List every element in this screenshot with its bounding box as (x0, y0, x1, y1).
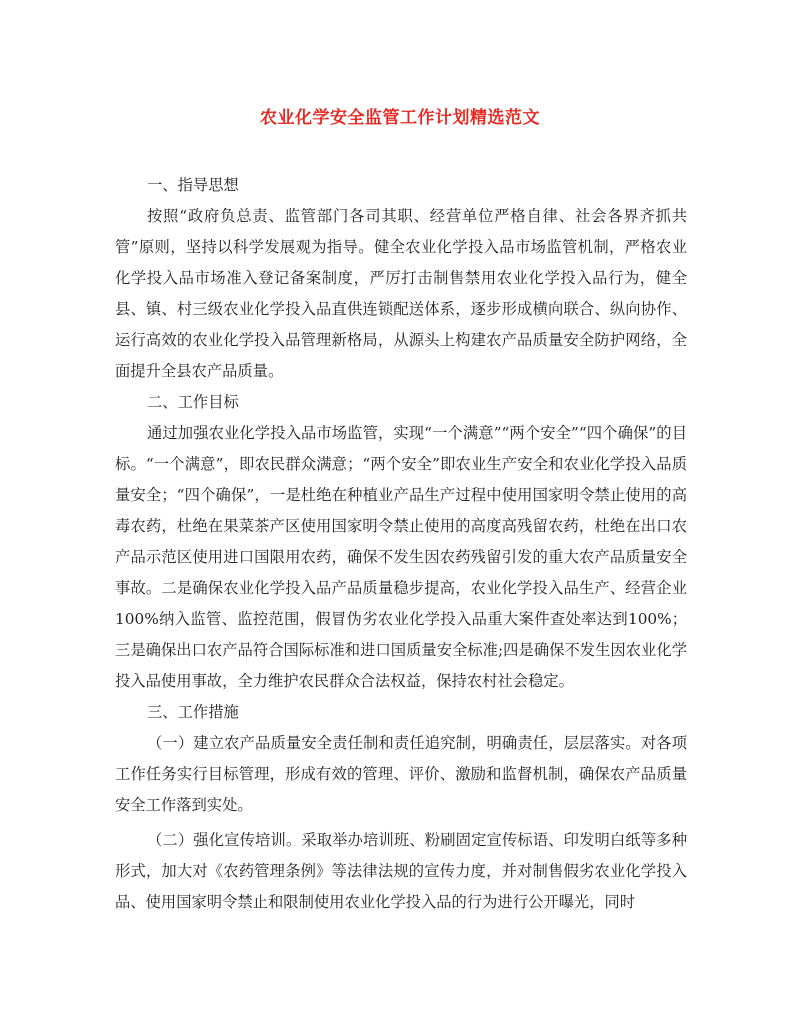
paragraph-work-goals: 通过加强农业化学投入品市场监管，实现“一个满意”“两个安全”“四个确保”的目标。“一个满意”，即农民群众满意；“两个安全”即农业生产安全和农业化学投入品质量安全；“四个确保”，一是杜绝在种植业产品生产过程中使用国家明令禁止使用的高毒农药，杜绝在果菜茶产区使用国家明令禁止使用的高度高残留农药，杜绝在出口农产品示范区使用进口国限用农药，确保不发生因农药残留引发的重大农产品质量安全事故。二是确保农业化学投入品产品质量稳步提高，农业化学投入品生产、经营企业100%纳入监管、监控范围，假冒伪劣农业化学投入品重大案件查处率达到100%；三是确保出口农产品符合国际标准和进口国质量安全标准;四是确保不发生因农业化学投入品使用事故，全力维护农民群众合法权益，保持农村社会稳定。 (115, 424, 687, 690)
section-heading-guiding-ideology: 一、指导思想 (147, 176, 239, 194)
paragraph-measure-one: （一）建立农产品质量安全责任制和责任追究制，明确责任，层层落实。对各项工作任务实行目标管理，形成有效的管理、评价、激励和监督机制，确保农产品质量安全工作落到实处。 (115, 734, 687, 814)
paragraph-measure-two: （二）强化宣传培训。采取举办培训班、粉刷固定宣传标语、印发明白纸等多种形式，加大对《农药管理条例》等法律法规的宣传力度，并对制售假劣农业化学投入品、使用国家明令禁止和限制使用农业化学投入品的行为进行公开曝光，同时 (115, 831, 687, 911)
section-heading-work-goals: 二、工作目标 (147, 393, 239, 411)
document-title: 农业化学安全监管工作计划精选范文 (260, 108, 540, 128)
section-heading-work-measures: 三、工作措施 (147, 703, 239, 721)
paragraph-guiding-ideology: 按照“政府负总责、监管部门各司其职、经营单位严格自律、社会各界齐抓共管”原则，坚持以科学发展观为指导。健全农业化学投入品市场监管机制，严格农业化学投入品市场准入登记备案制度，严厉打击制售禁用农业化学投入品行为，健全县、镇、村三级农业化学投入品直供连锁配送体系，逐步形成横向联合、纵向协作、运行高效的农业化学投入品管理新格局，从源头上构建农产品质量安全防护网络，全面提升全县农产品质量。 (115, 207, 687, 380)
document-body (115, 170, 687, 918)
